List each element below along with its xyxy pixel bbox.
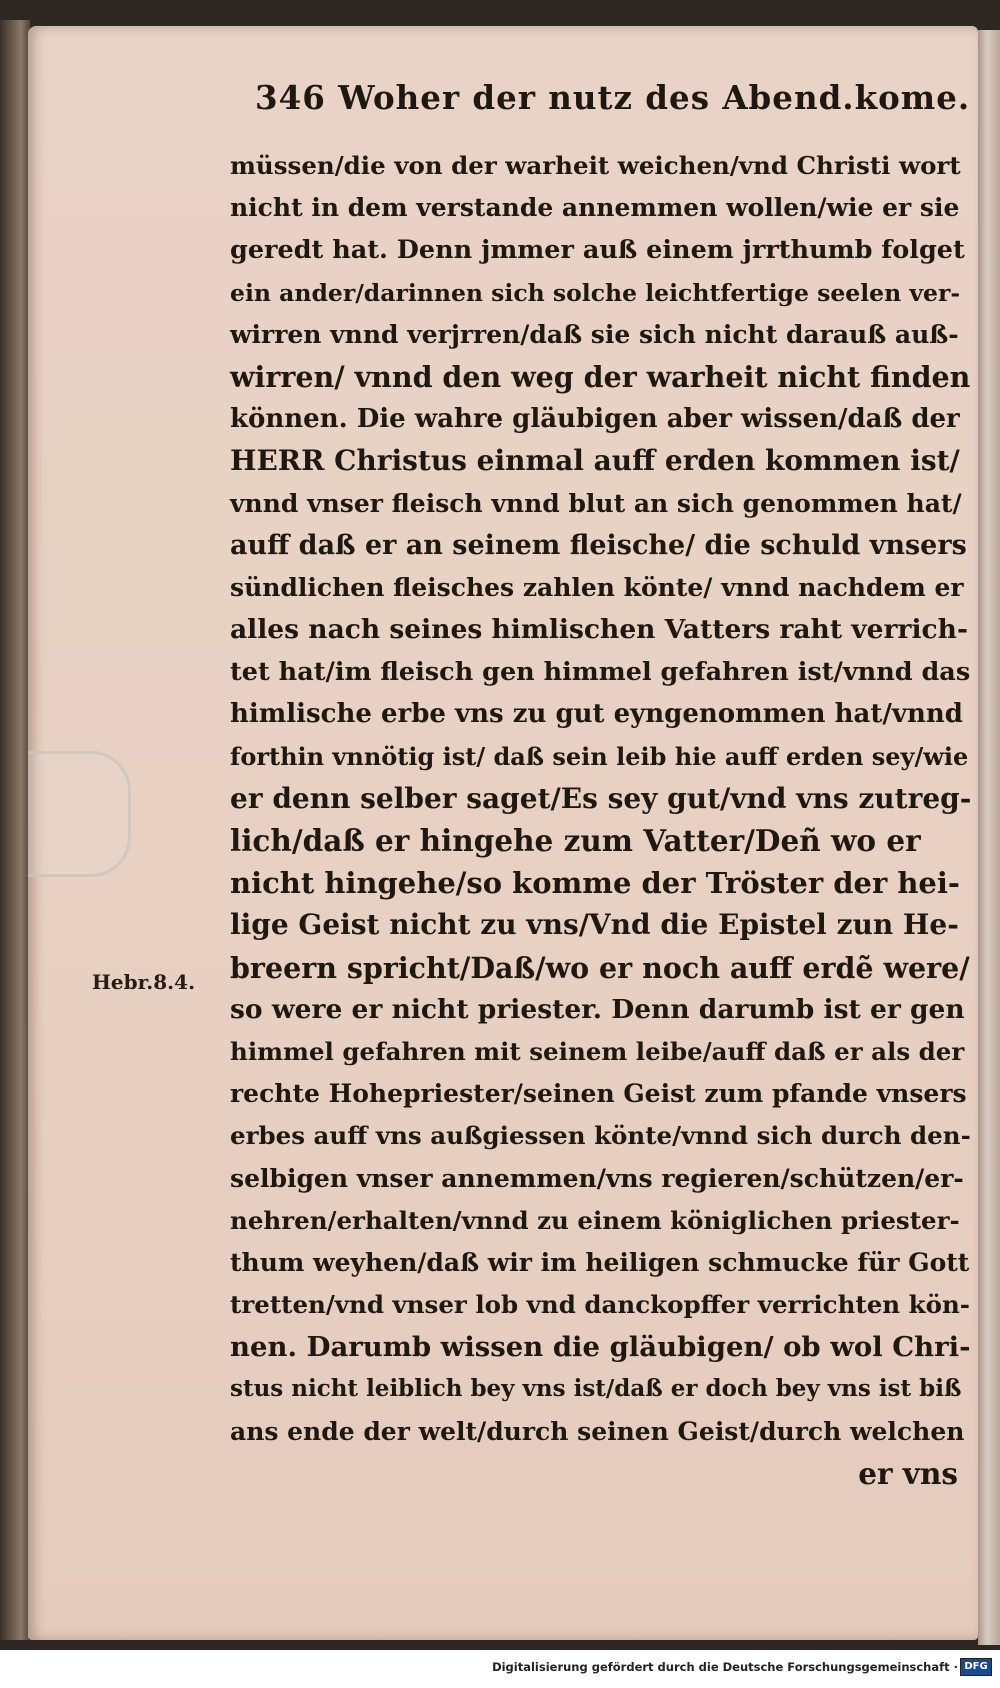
- dfg-logo: DFG: [960, 1658, 992, 1676]
- text-line: alles nach seines himlischen Vatters raht verrich-: [230, 614, 968, 646]
- text-line: thum weyhen/daß wir im heiligen schmucke für Gott: [230, 1247, 970, 1277]
- text-line: ein ander/darinnen sich solche leichtfertige seelen ver-: [230, 278, 961, 307]
- footer-bar: [0, 1650, 1000, 1688]
- text-line: er denn selber saget/Es sey gut/vnd vns zutreg-: [230, 781, 972, 815]
- text-line: lige Geist nicht zu vns/Vnd die Epistel zun He-: [230, 908, 959, 942]
- text-line: so were er nicht priester. Denn darumb ist er gen: [230, 993, 965, 1025]
- margin-note: Hebr.8.4.: [92, 970, 196, 994]
- text-line: stus nicht leiblich bey vns ist/daß er doch bey vns ist biß: [230, 1375, 962, 1403]
- page-stack-edge: [978, 30, 1000, 1645]
- book-spine-edge: [0, 20, 30, 1640]
- text-line: selbigen vnser annemmen/vns regieren/schützen/er-: [230, 1163, 964, 1193]
- text-line: breern spricht/Daß/wo er noch auff erdẽ were/: [230, 950, 970, 985]
- running-head: 346 Woher der nutz des Abend.kome.: [255, 78, 971, 117]
- text-line: nicht in dem verstande annemmen wollen/wie er sie: [230, 193, 960, 223]
- page-clip: [28, 751, 131, 877]
- body-text: [230, 145, 970, 1495]
- text-line: lich/daß er hingehe zum Vatter/Deñ wo er: [230, 823, 921, 858]
- text-line: müssen/die von der warheit weichen/vnd Christi wort: [230, 151, 961, 180]
- text-line: himmel gefahren mit seinem leibe/auff daß er als der: [230, 1036, 965, 1066]
- text-line: himlische erbe vns zu gut eyngenommen hat/vnnd: [230, 699, 963, 730]
- text-line: wirren/ vnnd den weg der warheit nicht finden: [230, 359, 971, 394]
- text-line: erbes auff vns außgiessen könte/vnnd sich durch den-: [230, 1121, 971, 1151]
- text-line: nen. Darumb wissen die gläubigen/ ob wol Chri-: [230, 1331, 971, 1364]
- text-line: ans ende der welt/durch seinen Geist/durch welchen: [230, 1416, 965, 1446]
- text-line: auff daß er an seinem fleische/ die schuld vnsers: [230, 529, 967, 561]
- text-line: sündlichen fleisches zahlen könte/ vnnd nachdem er: [230, 572, 964, 602]
- text-line: tet hat/im fleisch gen himmel gefahren ist/vnnd das: [230, 657, 971, 688]
- catchword: er vns: [858, 1455, 958, 1491]
- text-line: können. Die wahre gläubigen aber wissen/daß der: [230, 404, 960, 435]
- text-line: vnnd vnser fleisch vnnd blut an sich genommen hat/: [230, 488, 962, 518]
- text-line: wirren vnnd verjrren/daß sie sich nicht darauß auß-: [230, 319, 959, 349]
- text-line: HERR Christus einmal auff erden kommen ist/: [230, 444, 960, 478]
- text-line: nehren/erhalten/vnnd zu einem königlichen priester-: [230, 1205, 960, 1235]
- text-line: geredt hat. Denn jmmer auß einem jrrthumb folget: [230, 235, 965, 266]
- footer-credit: Digitalisierung gefördert durch die Deutsche Forschungsgemeinschaft ·: [492, 1660, 958, 1674]
- text-line: tretten/vnd vnser lob vnd danckopffer verrichten kön-: [230, 1290, 970, 1320]
- text-line: forthin vnnötig ist/ daß sein leib hie auff erden sey/wie: [230, 741, 969, 771]
- text-line: nicht hingehe/so komme der Tröster der hei-: [230, 866, 960, 901]
- text-line: rechte Hohepriester/seinen Geist zum pfande vnsers: [230, 1079, 967, 1109]
